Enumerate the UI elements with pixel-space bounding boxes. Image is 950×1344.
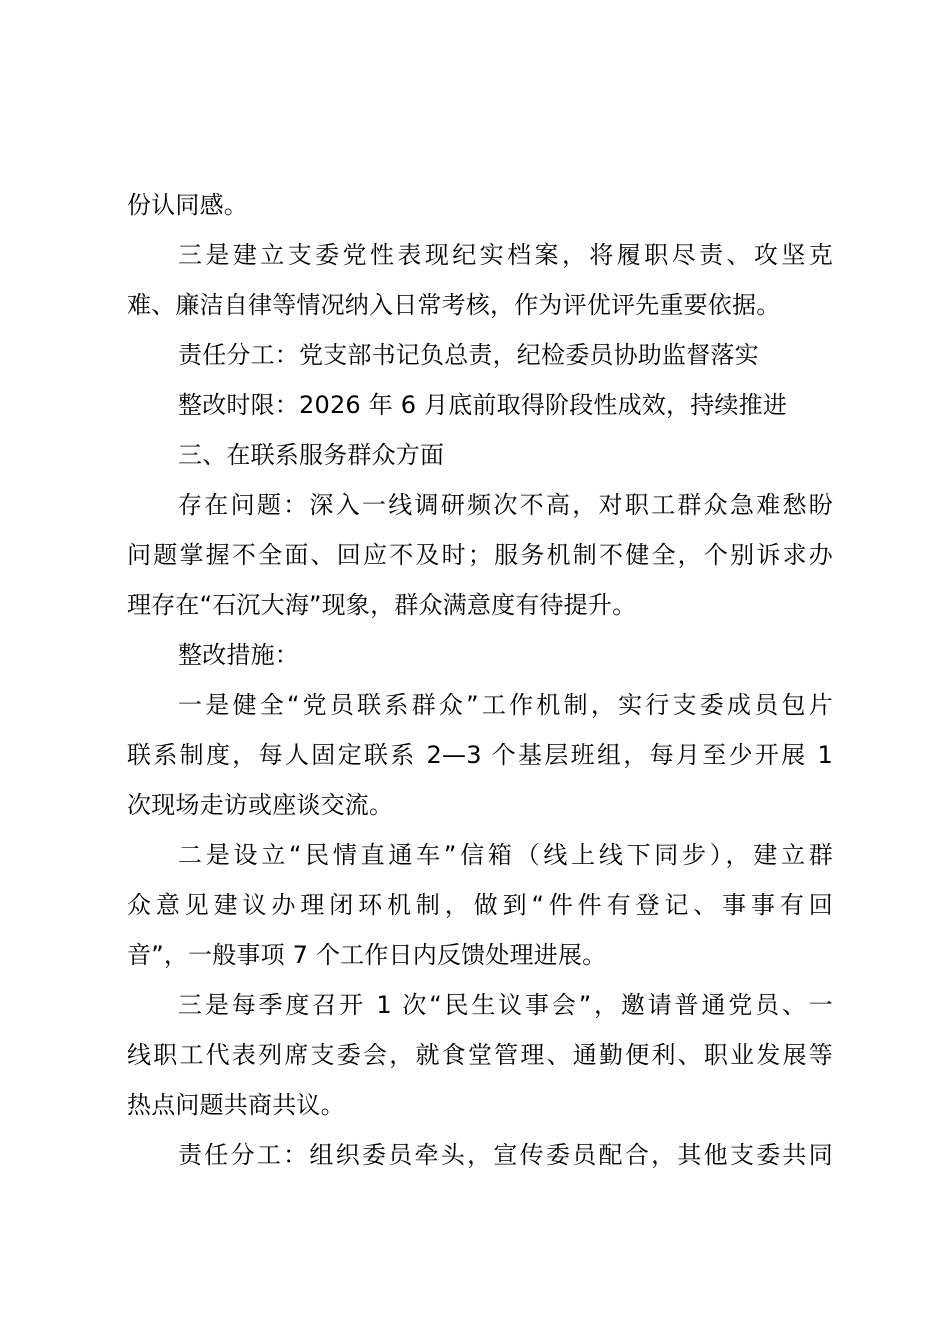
text-line-deadline: 整改时限：2026 年 6 月底前取得阶段性成效，持续推进: [178, 391, 788, 419]
text-line-measure-one-middle: 联系制度，每人固定联系 2—3 个基层班组，每月至少开展 1: [127, 741, 833, 769]
text-line-measure-three-b-end: 热点问题共商共议。: [127, 1091, 345, 1119]
text-line-measure-two-start: 二是设立“民情直通车”信箱（线上线下同步），建立群: [178, 841, 833, 869]
text-line-measure-three-start: 三是建立支委党性表现纪实档案，将履职尽责、攻坚克: [178, 241, 833, 269]
text-line-responsibility: 责任分工：党支部书记负总责，纪检委员协助监督落实: [178, 341, 759, 369]
text-line-measure-three-b-start: 三是每季度召开 1 次“民生议事会”，邀请普通党员、一: [178, 991, 833, 1019]
text-line-problem-end: 理存在“石沉大海”现象，群众满意度有待提升。: [127, 591, 637, 619]
text-line-measures-label: 整改措施：: [178, 641, 299, 669]
text-line-measure-two-end: 音”，一般事项 7 个工作日内反馈处理进展。: [127, 941, 607, 969]
text-line-measure-one-start: 一是健全“党员联系群众”工作机制，实行支委成员包片: [178, 691, 833, 719]
section-heading: 三、在联系服务群众方面: [178, 441, 445, 469]
text-line-problem-middle: 问题掌握不全面、回应不及时；服务机制不健全，个别诉求办: [127, 541, 833, 569]
text-line-problem-start: 存在问题：深入一线调研频次不高，对职工群众急难愁盼: [178, 491, 833, 519]
text-line-measure-two-middle: 众意见建议办理闭环机制，做到“件件有登记、事事有回: [127, 891, 833, 919]
text-line-measure-one-end: 次现场走访或座谈交流。: [127, 791, 394, 819]
text-line-responsibility-b: 责任分工：组织委员牵头，宣传委员配合，其他支委共同: [178, 1141, 833, 1169]
text-line-continuation: 份认同感。: [127, 191, 248, 219]
text-line-measure-three-end: 难、廉洁自律等情况纳入日常考核，作为评优评先重要依据。: [127, 291, 781, 319]
text-line-measure-three-b-middle: 线职工代表列席支委会，就食堂管理、通勤便利、职业发展等: [127, 1041, 833, 1069]
